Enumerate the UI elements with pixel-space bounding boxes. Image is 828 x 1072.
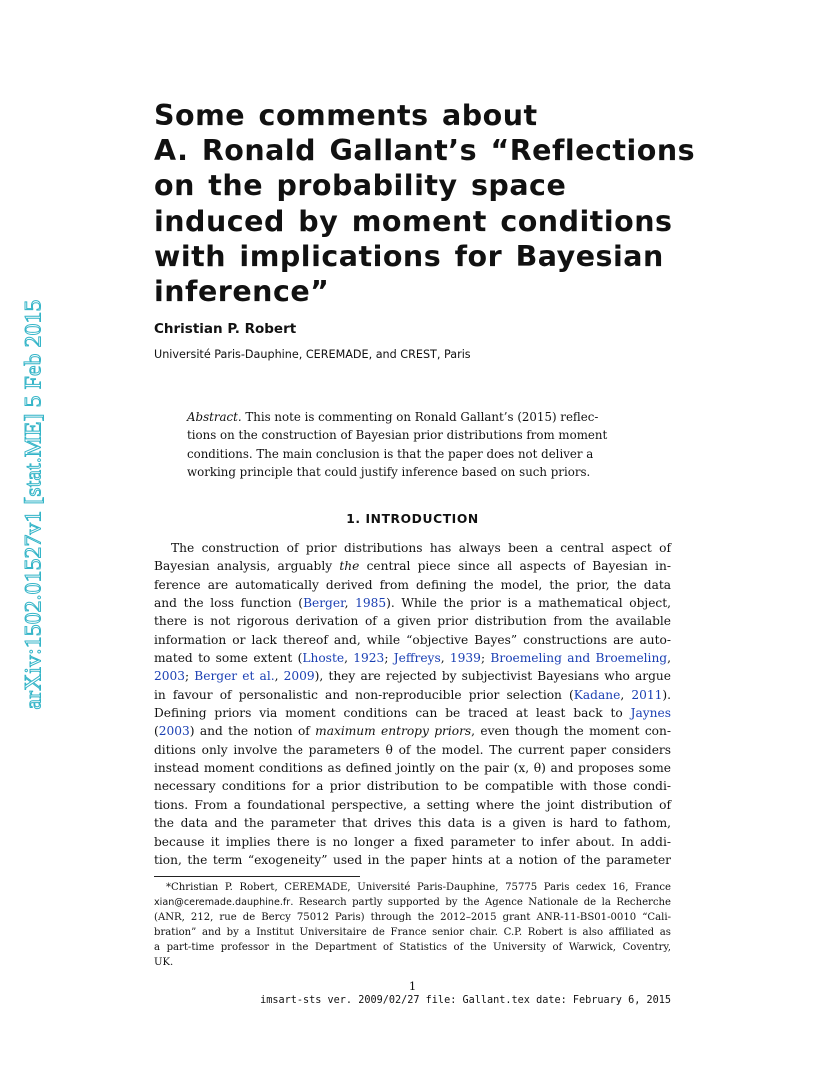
citation-link[interactable]: 2009 [283, 669, 315, 684]
title-line: induced by moment conditions [154, 204, 673, 238]
footnote-line: (ANR, 212, rue de Bercy 75012 Paris) through the 2012–2015 grant ANR-11-BS01-0010 “Cali- [154, 912, 671, 924]
title-line: A. Ronald Gallant’s “Reflections [154, 134, 696, 168]
citation-link[interactable]: Jeffreys [393, 651, 441, 666]
text: ( [154, 724, 159, 739]
text: , even though the moment con- [471, 724, 671, 739]
text: central piece since all aspects of Bayesian in- [359, 559, 672, 574]
title-line: Some comments about [154, 99, 538, 132]
section-heading: 1. INTRODUCTION [346, 512, 479, 526]
paper-title [154, 98, 714, 309]
body-line: necessary conditions for a prior distribution to be compatible with those condi- [154, 779, 671, 794]
text: and the loss function ( [154, 596, 304, 611]
citation-link[interactable]: 1985 [355, 596, 387, 611]
text: ; [384, 651, 394, 666]
abstract-line [187, 408, 647, 426]
body-line: tion, the term “exogeneity” used in the paper hints at a notion of the parameter [154, 852, 671, 867]
arxiv-stamp-text: arXiv:1502.01527v1 [stat.ME] 5 Feb 2015 [20, 299, 47, 709]
body-line [154, 649, 671, 667]
citation-link[interactable]: Berger [303, 596, 345, 611]
citation-link[interactable]: Broemeling and Broemeling [490, 651, 668, 666]
author-affiliation: Université Paris-Dauphine, CEREMADE, and CREST, Paris [154, 348, 471, 361]
text: , [620, 687, 632, 702]
text: ), they are rejected by subjectivist Bayesians who argue [314, 669, 671, 684]
body-line: there is not rigorous derivation of a given prior distribution from the available [154, 614, 671, 629]
footnote-line [154, 895, 671, 910]
arxiv-stamp [14, 262, 54, 746]
body-line [154, 686, 671, 704]
footnote-line: bration” and by a Institut Universitaire de France senior chair. C.P. Robert is also affiliated as [154, 927, 671, 939]
text: Defining priors via moment conditions can be traced at least back to [154, 706, 631, 721]
footnote-rule [154, 876, 360, 877]
body-line: information or lack thereof and, while “objective Bayes” constructions are auto- [154, 632, 671, 647]
abstract-line: working principle that could justify inference based on such priors. [187, 465, 591, 480]
emphasis: maximum entropy priors [315, 724, 472, 739]
author-email[interactable]: xian@ceremade.dauphine.fr [154, 897, 291, 909]
title-line: inference” [154, 275, 330, 309]
text: , [274, 669, 284, 684]
body-line: ference are automatically derived from defining the model, the prior, the data [154, 577, 671, 592]
text: , [344, 596, 356, 611]
citation-link[interactable]: 2011 [631, 687, 663, 702]
body-line [154, 667, 671, 685]
citation-link[interactable]: 2003 [154, 669, 186, 684]
footnote-line: UK. [154, 957, 174, 969]
body-line [154, 557, 671, 575]
text: mated to some extent ( [154, 651, 303, 666]
footnote-line: *Christian P. Robert, CEREMADE, Université Paris-Dauphine, 75775 Paris cedex 16, France [166, 882, 671, 893]
text: , [440, 651, 450, 666]
title-line: on the probability space [154, 169, 567, 203]
citation-link[interactable]: 1939 [449, 651, 481, 666]
text: , [667, 651, 671, 666]
footnote-line: a part-time professor in the Department of Statistics of the University of Warwick, Coventry, [154, 942, 671, 954]
author-name: Christian P. Robert [154, 321, 297, 337]
body-line: because it implies there is no longer a fixed parameter to infer about. In addi- [154, 834, 671, 849]
text: . Research partly supported by the Agence Nationale de la Recherche [290, 897, 671, 909]
footnote [154, 880, 671, 971]
text: ). [662, 687, 671, 702]
body-line: ditions only involve the parameters θ of the model. The current paper considers [154, 742, 671, 757]
imsart-footer: imsart-sts ver. 2009/02/27 file: Gallant.tex date: February 6, 2015 [260, 995, 671, 1006]
body-text [154, 539, 671, 869]
abstract-line: conditions. The main conclusion is that the paper does not deliver a [187, 446, 594, 461]
body-line: The construction of prior distributions has always been a central aspect of [171, 541, 671, 555]
text: ; [480, 651, 491, 666]
citation-link[interactable]: 2003 [158, 724, 190, 739]
abstract-label: Abstract. [187, 410, 242, 424]
text: ; [185, 669, 195, 684]
body-line: instead moment conditions as defined jointly on the pair (x, θ) and proposes some [154, 761, 671, 776]
title-line: with implications for Bayesian [154, 239, 664, 273]
body-line [154, 594, 671, 612]
emphasis: the [339, 559, 360, 574]
citation-link[interactable]: Kadane [573, 687, 621, 702]
body-line: the data and the parameter that drives this data is a given is hard to fathom, [154, 816, 671, 831]
citation-link[interactable]: Jaynes [630, 706, 671, 721]
body-line [154, 722, 671, 740]
text: ). While the prior is a mathematical object, [386, 596, 671, 611]
abstract [187, 408, 647, 482]
text: in favour of personalistic and non-reproducible prior selection ( [154, 687, 574, 702]
citation-link[interactable]: 1923 [353, 651, 385, 666]
text: ) and the notion of [189, 724, 316, 739]
body-line [154, 704, 671, 722]
body-line: tions. From a foundational perspective, a setting where the joint distribution of [154, 797, 671, 812]
page-number: 1 [408, 979, 417, 993]
text: , [344, 651, 354, 666]
citation-link[interactable]: Berger et al. [194, 669, 275, 684]
abstract-text: This note is commenting on Ronald Gallant’s (2015) reflec- [241, 410, 599, 424]
citation-link[interactable]: Lhoste [302, 651, 345, 666]
text: Bayesian analysis, arguably [154, 559, 340, 574]
abstract-line: tions on the construction of Bayesian prior distributions from moment [187, 428, 608, 443]
